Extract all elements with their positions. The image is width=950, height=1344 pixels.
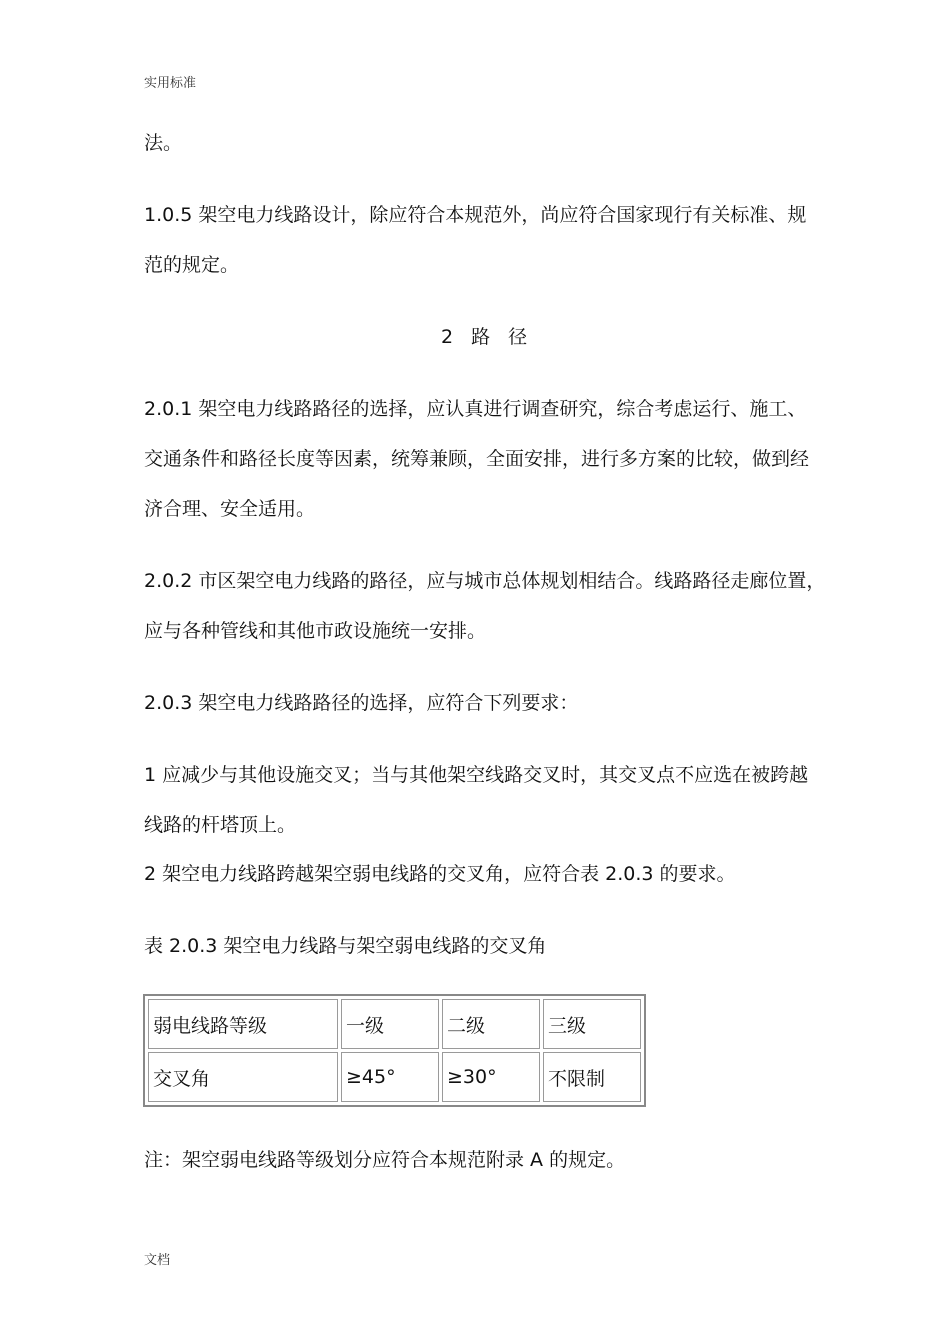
table-cell: 交叉角: [148, 1052, 338, 1102]
table-cell: 一级: [341, 999, 439, 1049]
paragraph-line: 1.0.5 架空电力线路设计，除应符合本规范外，尚应符合国家现行有关标准、规: [144, 204, 807, 226]
table-cell: 弱电线路等级: [148, 999, 338, 1049]
table-cell: ≥30°: [442, 1052, 540, 1102]
paragraph-line: 1 应减少与其他设施交叉；当与其他架空线路交叉时，其交叉点不应选在被跨越: [144, 764, 809, 786]
paragraph-line: 2.0.1 架空电力线路路径的选择，应认真进行调查研究，综合考虑运行、施工、: [144, 398, 807, 420]
table-caption: 表 2.0.3 架空电力线路与架空弱电线路的交叉角: [144, 935, 547, 957]
paragraph-line: 济合理、安全适用。: [144, 498, 316, 520]
page-footer: 文档: [144, 1253, 171, 1268]
paragraph-line: 线路的杆塔顶上。: [144, 814, 297, 836]
section-title: 2 路 径: [441, 326, 534, 348]
paragraph-line: 2.0.2 市区架空电力线路的路径，应与城市总体规划相结合。线路路径走廊位置，: [144, 570, 826, 592]
paragraph-line: 交通条件和路径长度等因素，统筹兼顾，全面安排，进行多方案的比较，做到经: [144, 448, 810, 470]
paragraph-line: 范的规定。: [144, 254, 240, 276]
page-header: 实用标准: [144, 76, 197, 91]
table-cell: ≥45°: [341, 1052, 439, 1102]
table-cell: 不限制: [543, 1052, 641, 1102]
paragraph-line: 法。: [144, 132, 183, 154]
table-row: [148, 999, 641, 1049]
paragraph-line: 2 架空电力线路跨越架空弱电线路的交叉角，应符合表 2.0.3 的要求。: [144, 863, 736, 885]
paragraph-line: 2.0.3 架空电力线路路径的选择，应符合下列要求：: [144, 692, 579, 714]
paragraph-line: 应与各种管线和其他市政设施统一安排。: [144, 620, 487, 642]
table-row: [148, 1052, 641, 1102]
table-cell: 二级: [442, 999, 540, 1049]
table-note: 注：架空弱电线路等级划分应符合本规范附录 A 的规定。: [144, 1149, 626, 1171]
table-cell: 三级: [543, 999, 641, 1049]
crossing-angle-table: [143, 994, 646, 1107]
